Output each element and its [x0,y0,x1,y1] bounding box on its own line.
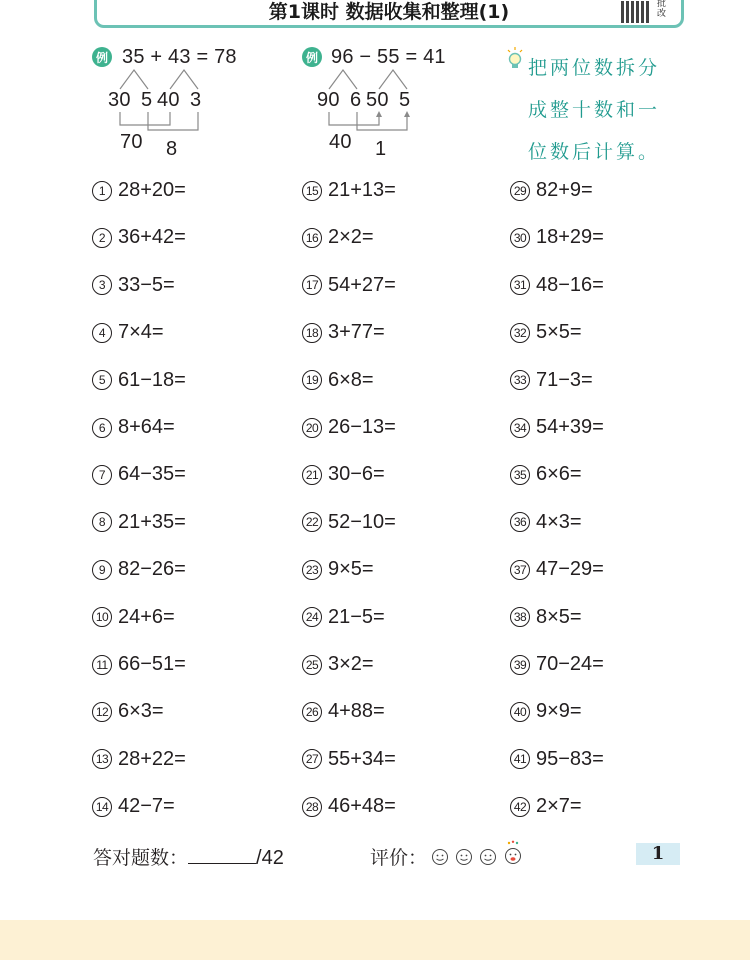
example-2-split-90: 90 [317,89,340,111]
tip-line-1: 把两位数拆分 [528,57,661,79]
problem-expression: 2×2= [328,226,374,249]
problem-item[interactable] [510,511,582,534]
problem-expression: 64−35= [118,463,186,486]
problem-item[interactable] [510,653,604,676]
problem-number: 31 [510,275,530,295]
problem-expression: 33−5= [118,273,175,296]
problem-number: 23 [302,560,322,580]
example-2-split-50: 50 [366,89,389,111]
problem-number: 25 [302,655,322,675]
rating-area [370,843,523,870]
problem-expression: 21−5= [328,605,385,628]
problem-expression: 3+77= [328,321,385,344]
problem-number: 2 [92,228,112,248]
problem-number: 37 [510,560,530,580]
problem-number: 27 [302,749,322,769]
problem-number: 19 [302,370,322,390]
problem-number: 26 [302,702,322,722]
example-2-split-5: 5 [399,89,411,111]
problem-number: 22 [302,512,322,532]
problem-item[interactable] [510,274,604,297]
problem-number: 3 [92,275,112,295]
problem-expression: 21+35= [118,510,186,533]
problem-number: 11 [92,655,112,675]
problem-item[interactable] [510,700,582,723]
problem-number: 6 [92,418,112,438]
correct-count-label: 答对题数： [93,847,189,869]
problem-expression: 7×4= [118,321,164,344]
example-1-split-5: 5 [141,89,153,111]
smiley-face-icon-2[interactable] [455,848,473,866]
problem-expression: 28+22= [118,747,186,770]
problem-expression: 21+13= [328,179,396,201]
problem-expression: 42−7= [118,795,175,818]
problem-item[interactable] [510,558,604,581]
problem-item[interactable] [510,795,582,818]
problem-expression: 6×8= [328,368,374,391]
example-1-sum-ones: 8 [166,138,178,160]
combine-ones-lines [148,112,198,130]
smiley-face-icon-3[interactable] [479,848,497,866]
page-number: 1 [636,843,680,865]
lesson-title: 第1课时 数据收集和整理(1) [268,1,510,23]
problem-number: 20 [302,418,322,438]
problem-item[interactable] [302,226,374,249]
problem-number: 17 [302,275,322,295]
qr-label: 批改 [657,0,667,19]
problem-number: 21 [302,465,322,485]
problem-expression: 8×5= [536,605,582,628]
example-equation-2: 96 − 55 = 41 [331,46,446,68]
problem-number: 5 [92,370,112,390]
example-badge-1: 例 [92,47,112,67]
problem-item[interactable] [510,748,604,771]
rating-label: 评价： [370,847,428,869]
problem-number: 13 [92,749,112,769]
total-count: /42 [256,847,284,869]
problem-item[interactable] [302,416,396,439]
example-1-split-40: 40 [157,89,180,111]
problem-expression: 9×5= [328,558,374,581]
problem-expression: 4×3= [536,510,582,533]
tip-line-3: 位数后计算。 [528,141,661,163]
problem-expression: 5×5= [536,321,582,344]
star-face-icon[interactable] [503,840,523,866]
problem-expression: 30−6= [328,463,385,486]
problem-expression: 66−51= [118,653,186,675]
problem-number: 16 [302,228,322,248]
example-2-diff-tens: 40 [329,131,352,153]
problem-number: 39 [510,655,530,675]
problem-expression: 82+9= [536,179,593,201]
problem-expression: 18+29= [536,226,604,249]
example-2-split-6: 6 [350,89,362,111]
problem-expression: 3×2= [328,653,374,675]
problem-number: 1 [92,181,112,201]
lightbulb-icon [505,46,525,72]
problem-item[interactable] [302,606,385,629]
example-equation-1: 35 + 43 = 78 [122,46,237,68]
problem-expression: 47−29= [536,558,604,581]
problem-item[interactable] [302,463,385,486]
split-96-lines [329,70,357,89]
problem-item[interactable] [302,653,374,676]
problem-expression: 4+88= [328,700,385,723]
problem-item[interactable] [302,321,385,344]
problem-expression: 8+64= [118,416,175,438]
problem-expression: 36+42= [118,226,186,249]
problem-item[interactable] [92,416,175,439]
problem-number: 33 [510,370,530,390]
split-43-lines [170,70,198,89]
problem-item[interactable] [510,606,582,629]
problem-item[interactable] [92,606,175,629]
subtract-tens-lines [329,112,379,125]
problem-number: 12 [92,702,112,722]
bottom-band [0,920,750,960]
problem-expression: 52−10= [328,510,396,533]
problem-expression: 24+6= [118,605,175,628]
problem-number: 35 [510,465,530,485]
problem-number: 10 [92,607,112,627]
problem-expression: 95−83= [536,747,604,770]
problem-expression: 82−26= [118,558,186,581]
problem-item[interactable] [92,558,186,581]
problem-number: 40 [510,702,530,722]
example-1-split-3: 3 [190,89,202,111]
problem-number: 29 [510,181,530,201]
tip-line-2: 成整十数和一 [528,99,661,121]
problem-item[interactable] [92,321,164,344]
problem-expression: 26−13= [328,416,396,438]
problem-number: 34 [510,418,530,438]
problem-item[interactable] [510,416,604,439]
problem-item[interactable] [510,369,593,392]
problem-number: 18 [302,323,322,343]
problem-item[interactable] [92,179,186,202]
problem-item[interactable] [302,748,396,771]
split-35-lines [120,70,148,89]
problem-item[interactable] [302,558,374,581]
problem-expression: 46+48= [328,795,396,818]
example-1-sum-tens: 70 [120,131,143,153]
problem-number: 28 [302,797,322,817]
problem-number: 42 [510,797,530,817]
problem-number: 8 [92,512,112,532]
problem-item[interactable] [302,795,396,818]
problem-item[interactable] [302,511,396,534]
problem-expression: 70−24= [536,653,604,675]
problem-item[interactable] [92,653,186,676]
problem-item[interactable] [510,179,593,202]
subtract-ones-lines [357,112,407,130]
problem-number: 36 [510,512,530,532]
example-2-diff-ones: 1 [375,138,387,160]
problem-expression: 28+20= [118,179,186,201]
problem-item[interactable] [92,369,186,392]
problem-item[interactable] [302,179,396,202]
problem-expression: 48−16= [536,273,604,296]
problem-expression: 54+27= [328,273,396,296]
correct-count-blank[interactable] [188,846,256,864]
problem-item[interactable] [510,463,582,486]
problem-item[interactable] [510,226,604,249]
problem-expression: 61−18= [118,368,186,391]
problem-expression: 54+39= [536,416,604,438]
problem-item[interactable] [302,274,396,297]
example-1-split-30: 30 [108,89,131,111]
combine-tens-lines [120,112,170,125]
problem-expression: 9×9= [536,700,582,723]
problem-number: 9 [92,560,112,580]
example-badge-2: 例 [302,47,322,67]
problem-item[interactable] [302,700,385,723]
problem-number: 30 [510,228,530,248]
problem-item[interactable] [92,226,186,249]
score-area [93,843,284,870]
problem-expression: 55+34= [328,747,396,770]
problem-number: 24 [302,607,322,627]
problem-number: 15 [302,181,322,201]
problem-expression: 2×7= [536,795,582,818]
problem-number: 7 [92,465,112,485]
problem-number: 14 [92,797,112,817]
problem-expression: 6×6= [536,463,582,486]
problem-number: 32 [510,323,530,343]
problem-number: 4 [92,323,112,343]
problem-item[interactable] [92,463,186,486]
problem-item[interactable] [92,700,164,723]
problem-item[interactable] [302,369,374,392]
problem-item[interactable] [510,321,582,344]
problem-number: 41 [510,749,530,769]
problem-expression: 6×3= [118,700,164,723]
problem-item[interactable] [92,274,175,297]
problem-number: 38 [510,607,530,627]
split-55-lines [379,70,407,89]
problem-item[interactable] [92,795,175,818]
problem-expression: 71−3= [536,368,593,391]
smiley-face-icon-1[interactable] [431,848,449,866]
problem-item[interactable] [92,511,186,534]
problem-item[interactable] [92,748,186,771]
